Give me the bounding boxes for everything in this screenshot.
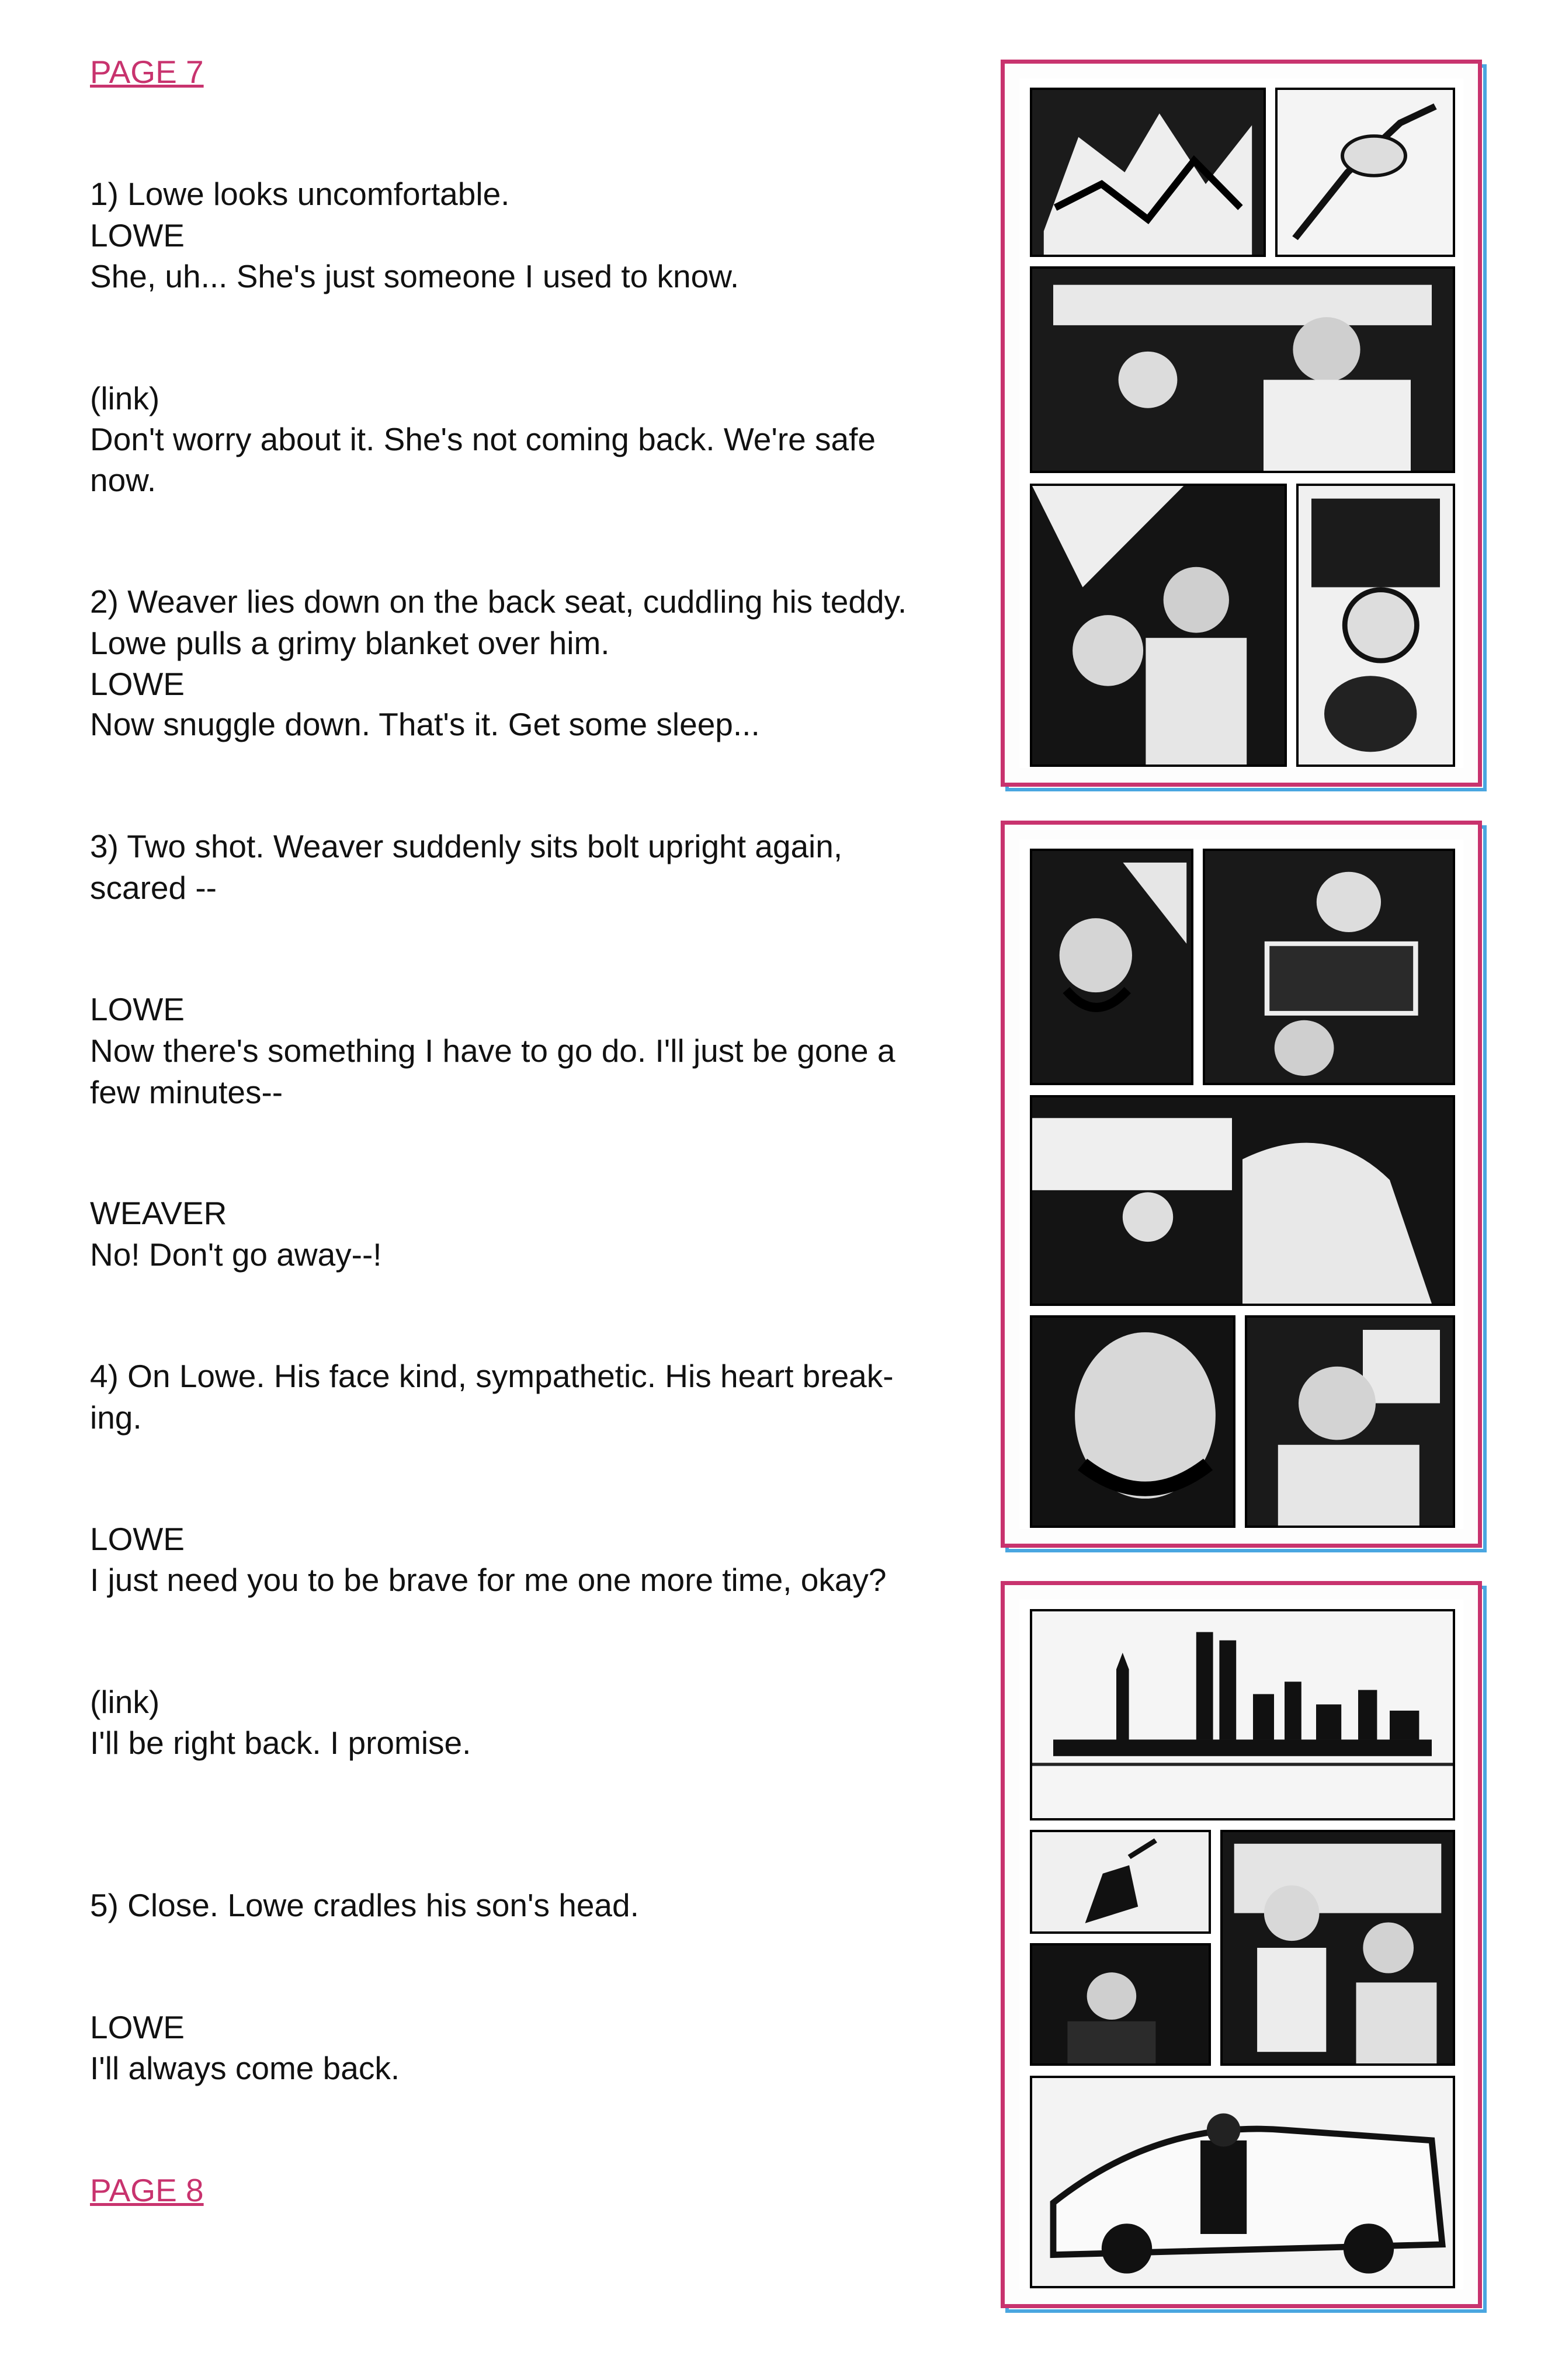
panel-4-direction: ing.: [90, 1399, 142, 1436]
speaker-name: LOWE: [90, 1521, 185, 1557]
page-7-art-a-thumbnail[interactable]: [1001, 60, 1482, 787]
comic-panel: [1296, 484, 1455, 767]
dialogue-line: She, uh... She's just someone I used to know.: [90, 258, 740, 294]
dialogue-line: No! Don't go away--!: [90, 1236, 382, 1273]
panel-3-direction: 3) Two shot. Weaver suddenly sits bolt upright again,: [90, 828, 843, 864]
comic-panel: [1030, 1943, 1211, 2066]
comic-page: [1019, 839, 1463, 1529]
panel-4-direction: 4) On Lowe. His face kind, sympathetic. His heart break-: [90, 1358, 894, 1394]
speaker-name: LOWE: [90, 666, 185, 702]
speaker-name: LOWE: [90, 2009, 185, 2045]
comic-panel: [1203, 849, 1455, 1085]
panel-2-direction: 2) Weaver lies down on the back seat, cuddling his teddy.: [90, 583, 907, 620]
panel-2-direction: Lowe pulls a grimy blanket over him.: [90, 625, 610, 661]
comic-panel: [1245, 1315, 1455, 1528]
comic-panel: [1275, 88, 1455, 257]
dialogue-line: Now there's something I have to go do. I'll just be gone a: [90, 1033, 896, 1069]
comic-panel: [1030, 266, 1455, 473]
comic-panel: [1030, 88, 1266, 257]
comic-panel: [1030, 1315, 1235, 1528]
comic-panel: [1030, 1609, 1455, 1820]
dialogue-line: Don't worry about it. She's not coming back. We're safe: [90, 421, 876, 457]
dialogue-line: I'll always come back.: [90, 2050, 400, 2086]
dialogue-line: now.: [90, 462, 157, 498]
comic-panel: [1030, 1830, 1211, 1934]
comic-panel: [1030, 849, 1193, 1085]
comic-panel: [1220, 1830, 1455, 2066]
comic-panel: [1030, 2076, 1455, 2288]
link-tag: (link): [90, 380, 160, 416]
comic-panel: [1030, 484, 1287, 767]
panel-5-direction: 5) Close. Lowe cradles his son's head.: [90, 1887, 639, 1923]
speaker-name: WEAVER: [90, 1195, 227, 1231]
speaker-name: LOWE: [90, 991, 185, 1027]
speaker-name: LOWE: [90, 217, 185, 253]
dialogue-line: I just need you to be brave for me one more time, okay?: [90, 1562, 887, 1598]
page-8-link[interactable]: PAGE 8: [90, 2172, 204, 2208]
panel-3-direction: scared --: [90, 870, 217, 906]
comic-page: [1019, 1600, 1463, 2289]
comic-panel: [1030, 1095, 1455, 1306]
page-8-art-thumbnail[interactable]: [1001, 1581, 1482, 2308]
dialogue-line: few minutes--: [90, 1074, 283, 1110]
page-7-art-b-thumbnail[interactable]: [1001, 821, 1482, 1548]
link-tag: (link): [90, 1684, 160, 1720]
panel-1-direction: 1) Lowe looks uncomfortable.: [90, 176, 510, 212]
dialogue-line: Now snuggle down. That's it. Get some sleep...: [90, 706, 760, 742]
page-7-link[interactable]: PAGE 7: [90, 54, 204, 90]
dialogue-line: I'll be right back. I promise.: [90, 1725, 471, 1761]
comic-page: [1019, 78, 1463, 768]
